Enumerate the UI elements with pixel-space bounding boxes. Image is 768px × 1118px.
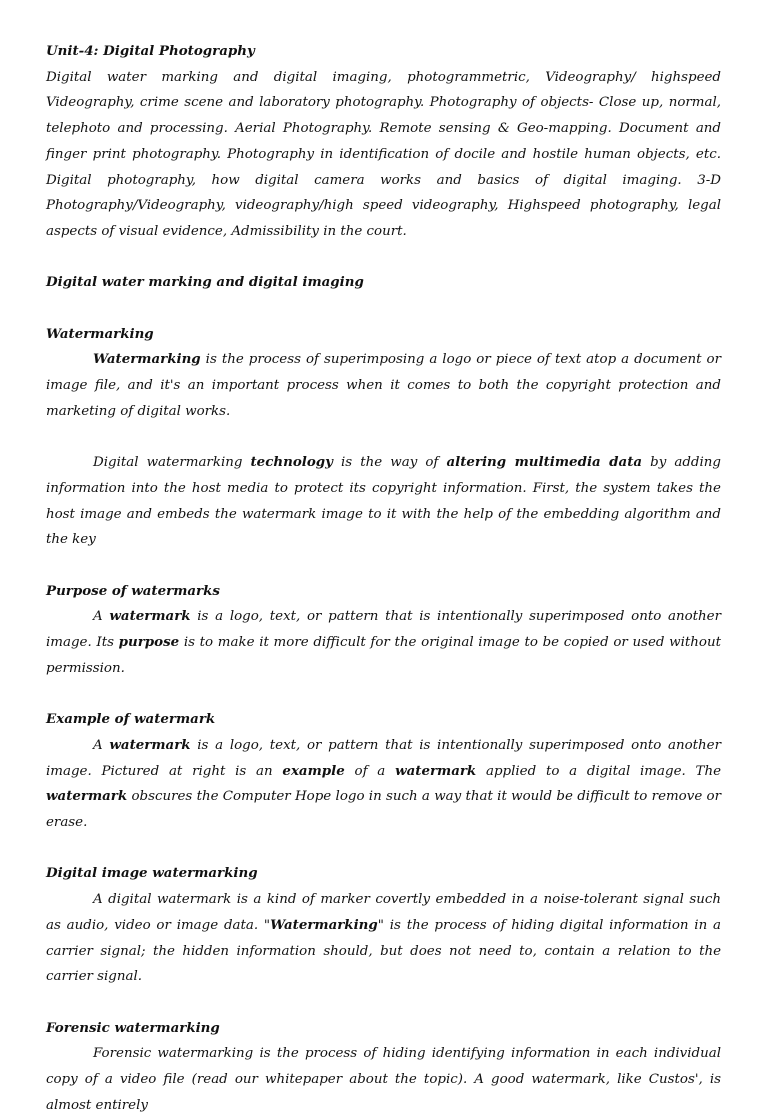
term-watermark: watermark xyxy=(109,608,191,625)
term-purpose: purpose xyxy=(118,634,180,651)
unit-title: Unit-4: Digital Photography xyxy=(46,43,255,59)
watermarking-paragraph-1 xyxy=(46,347,721,424)
text-run: is a logo, text, or pattern that is intentionally superimposed onto another image. Its xyxy=(46,609,721,651)
spacer xyxy=(46,425,721,451)
unit-syllabus: Digital water marking and digital imaging, photogrammetric, Videography/ highspeed Videography, crime scene and laboratory photography. Photography of objects- Close up, normal, telephoto and processing. Aerial Photography. Remote sensing & Geo-mapping. Document and finger print photography. Photography in identification of docile and hostile human objects, etc. Digital photography, how digital camera works and basics of digital imaging. 3-D Photography/Videography, videography/high speed videography, Highspeed photography, legal aspects of visual evidence, Admissibility in the court. xyxy=(46,69,721,239)
example-heading: Example of watermark xyxy=(46,711,216,728)
term-watermark: watermark xyxy=(109,736,191,753)
term-watermark: watermark xyxy=(395,762,477,779)
text-run: by adding information into the host media to protect its copyright information. First, the system takes the host image and embeds the watermark image to it with the help of the embedding algorithm and the key xyxy=(46,455,721,548)
spacer xyxy=(46,682,721,708)
spacer xyxy=(46,836,721,862)
text-run: " is the process of hiding digital information in a carrier signal; the hidden information should, but does not need to, contain a relation to the carrier signal. xyxy=(46,917,721,985)
term-altering-multimedia-data: altering multimedia data xyxy=(446,454,643,471)
spacer xyxy=(46,553,721,579)
text-run: of a xyxy=(344,763,396,779)
text-run: obscures the Computer Hope logo in such a way that it would be difficult to remove or erase. xyxy=(46,789,721,831)
forensic-heading: Forensic watermarking xyxy=(46,1019,220,1036)
watermarking-p1-text: is the process of superimposing a logo or piece of text atop a document or image file, and it's an important process when it comes to both the copyright protection and marketing of digital works. xyxy=(46,352,721,419)
text-run: applied to a digital image. The xyxy=(476,763,721,779)
term-watermark: watermark xyxy=(46,788,128,805)
purpose-paragraph xyxy=(46,604,721,681)
text-run: A digital watermark is a kind of marker covertly embedded in a noise-tolerant signal such as audio, video or image data. " xyxy=(46,892,721,933)
digital-image-heading: Digital image watermarking xyxy=(46,865,258,882)
spacer xyxy=(46,296,721,322)
text-run: Digital watermarking xyxy=(93,455,251,471)
spacer xyxy=(46,990,721,1016)
watermarking-paragraph-2 xyxy=(46,450,721,553)
text-run: A xyxy=(93,609,110,625)
text-run: is a logo, text, or pattern that is intentionally superimposed onto another image. Pictured at right is an xyxy=(46,737,721,779)
term-technology: technology xyxy=(250,454,333,471)
example-paragraph xyxy=(46,733,721,836)
digital-image-paragraph xyxy=(46,887,721,990)
document-page xyxy=(46,39,721,1118)
spacer xyxy=(46,245,721,271)
term-example: example xyxy=(282,762,345,779)
text-run: is the way of xyxy=(332,455,447,471)
text-run: A xyxy=(93,737,110,753)
watermarking-heading: Watermarking xyxy=(46,325,154,342)
term-watermarking: Watermarking xyxy=(270,916,378,933)
term-watermarking: Watermarking xyxy=(93,351,201,368)
forensic-paragraph: Forensic watermarking is the process of hiding identifying information in each individual copy of a video file (read our whitepaper about the topic). A good watermark, like Custos', is almost entirely xyxy=(46,1046,721,1113)
text-run: is to make it more difficult for the original image to be copied or used without permission. xyxy=(46,635,721,676)
section-title: Digital water marking and digital imaging xyxy=(46,274,364,291)
purpose-heading: Purpose of watermarks xyxy=(46,582,220,599)
